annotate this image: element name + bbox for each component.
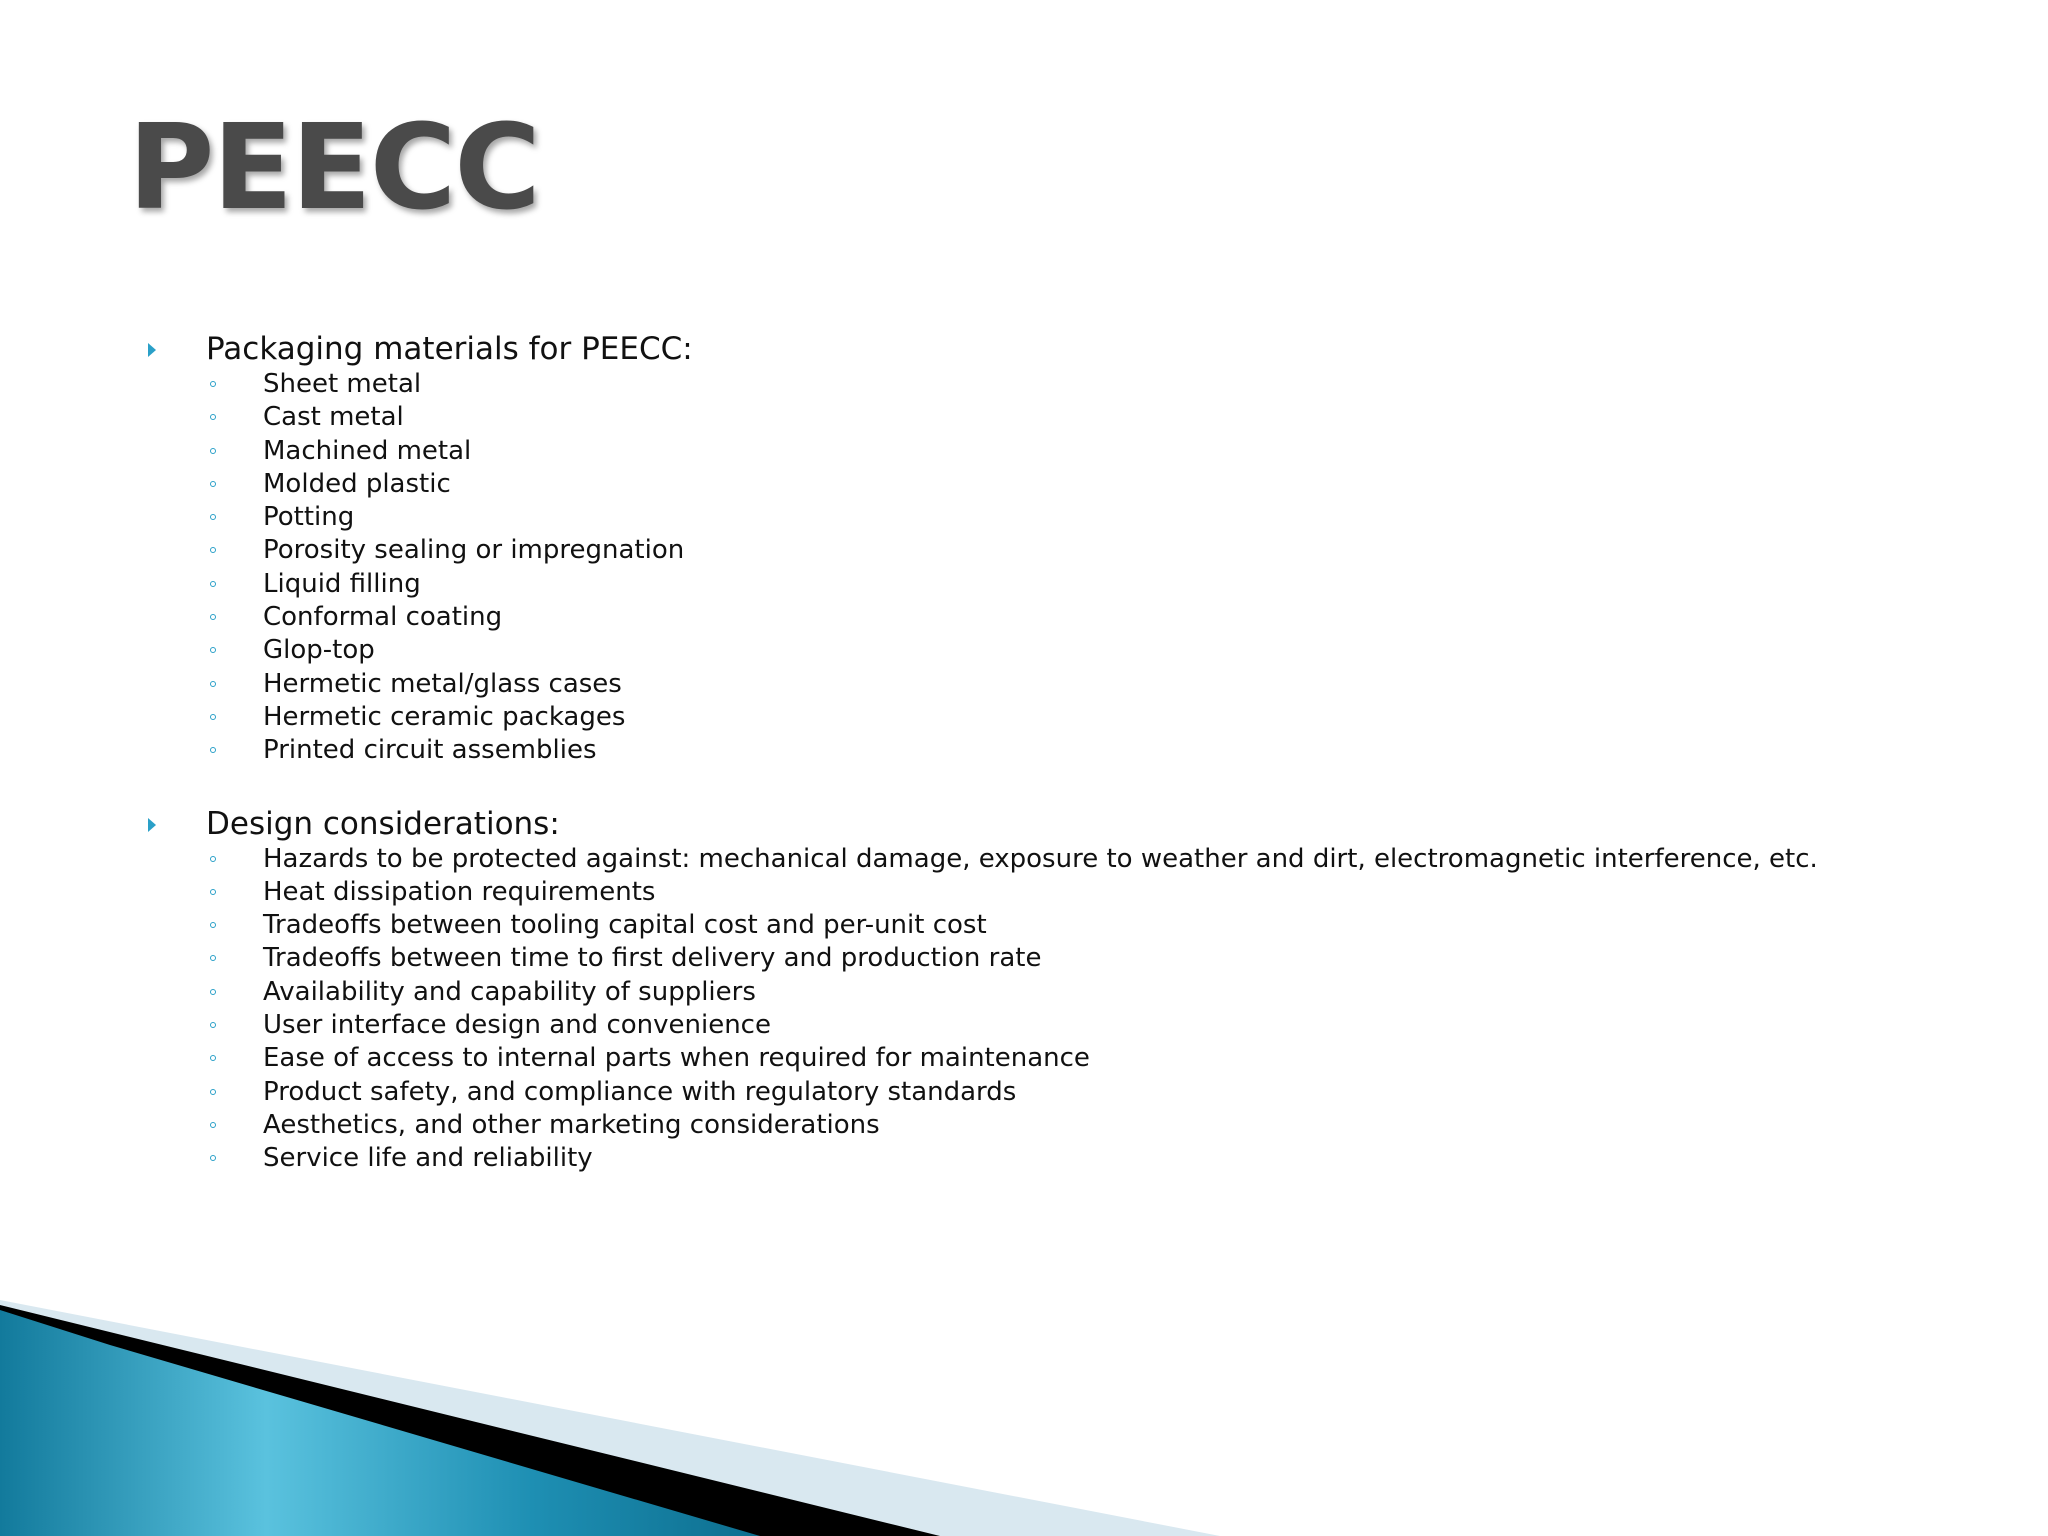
- circle-bullet-icon: [210, 1155, 216, 1161]
- triangle-bullet-icon: [148, 343, 156, 357]
- circle-bullet-icon: [210, 889, 216, 895]
- section-heading-text: Packaging materials for PEECC:: [206, 331, 693, 367]
- circle-bullet-icon: [210, 747, 216, 753]
- list-item: Tradeoffs between tooling capital cost and per-unit cost: [148, 909, 2008, 942]
- circle-bullet-icon: [210, 955, 216, 961]
- circle-bullet-icon: [210, 1055, 216, 1061]
- triangle-bullet-icon: [148, 818, 156, 832]
- list-item: Availability and capability of suppliers: [148, 976, 2008, 1009]
- section-packaging-materials: [148, 331, 2008, 768]
- slide-title: PEECC: [128, 98, 539, 236]
- list-item: Ease of access to internal parts when required for maintenance: [148, 1042, 2008, 1075]
- list-item: Tradeoffs between time to first delivery and production rate: [148, 942, 2008, 975]
- circle-bullet-icon: [210, 381, 216, 387]
- list-item: Machined metal: [148, 435, 2008, 468]
- list-item: User interface design and convenience: [148, 1009, 2008, 1042]
- list-item: Liquid filling: [148, 568, 2008, 601]
- list-item: Hermetic metal/glass cases: [148, 668, 2008, 701]
- circle-bullet-icon: [210, 922, 216, 928]
- list-item: Hermetic ceramic packages: [148, 701, 2008, 734]
- circle-bullet-icon: [210, 581, 216, 587]
- list-item: Service life and reliability: [148, 1142, 2008, 1175]
- circle-bullet-icon: [210, 1022, 216, 1028]
- circle-bullet-icon: [210, 856, 216, 862]
- list-item: Sheet metal: [148, 368, 2008, 401]
- list-item: Glop-top: [148, 634, 2008, 667]
- design-considerations-list: [148, 843, 2008, 1176]
- circle-bullet-icon: [210, 1122, 216, 1128]
- packaging-materials-list: [148, 368, 2008, 768]
- list-item: Aesthetics, and other marketing considerations: [148, 1109, 2008, 1142]
- list-item: Product safety, and compliance with regulatory standards: [148, 1076, 2008, 1109]
- circle-bullet-icon: [210, 414, 216, 420]
- list-item: Potting: [148, 501, 2008, 534]
- section-design-considerations: [148, 806, 2008, 1176]
- circle-bullet-icon: [210, 614, 216, 620]
- circle-bullet-icon: [210, 448, 216, 454]
- list-item: Molded plastic: [148, 468, 2008, 501]
- slide-content: [148, 331, 2008, 1176]
- circle-bullet-icon: [210, 714, 216, 720]
- circle-bullet-icon: [210, 989, 216, 995]
- circle-bullet-icon: [210, 547, 216, 553]
- circle-bullet-icon: [210, 481, 216, 487]
- list-item: Porosity sealing or impregnation: [148, 534, 2008, 567]
- section-heading: [148, 331, 2008, 367]
- circle-bullet-icon: [210, 647, 216, 653]
- circle-bullet-icon: [210, 681, 216, 687]
- circle-bullet-icon: [210, 514, 216, 520]
- section-heading: [148, 806, 2008, 842]
- section-heading-text: Design considerations:: [206, 805, 560, 842]
- circle-bullet-icon: [210, 1089, 216, 1095]
- list-item: Conformal coating: [148, 601, 2008, 634]
- list-item: Printed circuit assemblies: [148, 734, 2008, 767]
- list-item: Heat dissipation requirements: [148, 876, 2008, 909]
- list-item: Cast metal: [148, 401, 2008, 434]
- list-item: Hazards to be protected against: mechanical damage, exposure to weather and dirt, electromagnetic interference, etc.: [148, 843, 2008, 876]
